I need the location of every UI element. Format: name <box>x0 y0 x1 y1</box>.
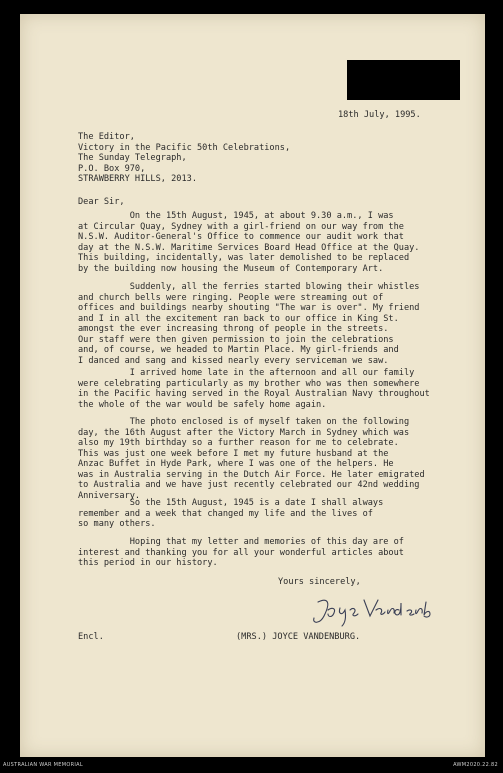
body-paragraph: Hoping that my letter and memories of this day are of interest and thanking you for all your wonderful articles about this period in our history. <box>78 537 404 568</box>
handwritten-signature <box>306 594 436 628</box>
letter-date: 18th July, 1995. <box>338 110 421 120</box>
address-line: The Sunday Telegraph, <box>78 153 187 163</box>
salutation: Dear Sir, <box>78 197 125 207</box>
closing: Yours sincerely, <box>278 577 361 587</box>
body-paragraph: I arrived home late in the afternoon and all our family were celebrating particularly as my brother who was then somewhere in the Pacific having served in the Royal Australian Navy throughout the whole of the war would be safely home again. <box>78 368 430 410</box>
address-line: Victory in the Pacific 50th Celebrations, <box>78 142 291 153</box>
body-paragraph: Suddenly, all the ferries started blowing their whistles and church bells were ringing. People were streaming out of offices and buildings nearby shouting "The war is over". My friend and I in all the excitement ran back to our office in King St. amongst the ever increasing throng of people in the streets. Our staff were then given permission to join the celebrations and, of course, we headed to Martin Place. My girl-friends and I danced and sang and kissed nearly every serviceman we saw. <box>78 282 420 366</box>
body-paragraph: So the 15th August, 1945 is a date I shall always remember and a week that changed my life and the lives of so many others. <box>78 498 384 529</box>
printed-name: (MRS.) JOYCE VANDENBURG. <box>236 632 361 642</box>
letter-page <box>20 14 485 757</box>
footer-accession: AWM2020.22.82 <box>453 762 498 768</box>
enclosure-note: Encl. <box>78 632 104 642</box>
address-line: The Editor, <box>78 132 135 142</box>
body-paragraph: On the 15th August, 1945, at about 9.30 a.m., I was at Circular Quay, Sydney with a girl-friend on our way from the N.S.W. Auditor-General's Office to commence our audit work that day at the N.S.W. Maritime Services Board Head Office at the Quay. This building, incidentally, was later demolished to be replaced by the building now housing the Museum of Contemporary Art. <box>78 211 420 274</box>
address-line: STRAWBERRY HILLS, 2013. <box>78 174 197 184</box>
recipient-address <box>78 132 290 185</box>
address-line: P.O. Box 970, <box>78 163 146 174</box>
footer-institution: AUSTRALIAN WAR MEMORIAL <box>3 762 83 768</box>
redaction-block <box>347 60 460 100</box>
body-paragraph: The photo enclosed is of myself taken on the following day, the 16th August after the Victory March in Sydney which was also my 19th birthday so a further reason for me to celebrate. This was just one week before I met my future husband at the Anzac Buffet in Hyde Park, where I was one of the helpers. He was in Australia serving in the Dutch Air Force. He later emigrated to Australia and we have just recently celebrated our 42nd wedding Anniversary. <box>78 417 425 501</box>
